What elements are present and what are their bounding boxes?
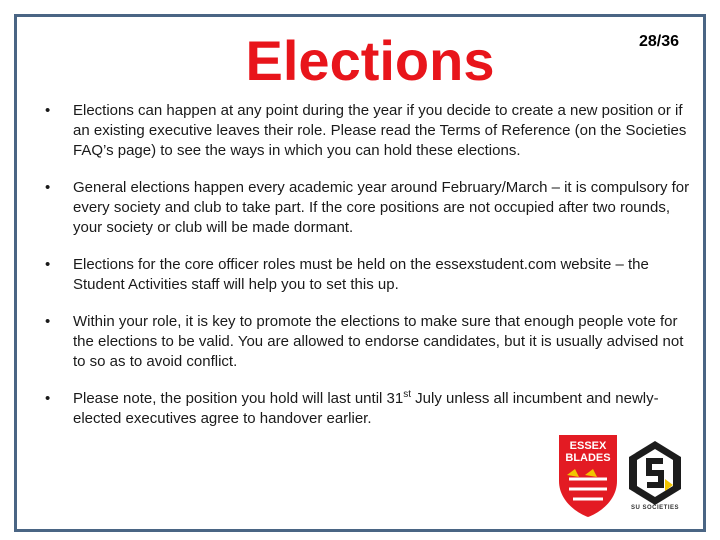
su-societies-label: SU SOCIETIES xyxy=(630,505,679,511)
bullet-text-start: Please note, the position you hold will last until 31 xyxy=(73,390,404,407)
slide-title: Elections xyxy=(245,29,495,92)
bullet-dot: • xyxy=(45,102,51,119)
bullet-item xyxy=(31,312,691,372)
bullet-item xyxy=(31,101,691,161)
slide xyxy=(14,14,706,532)
bullet-list xyxy=(31,101,691,446)
ordinal-suffix: st xyxy=(403,389,411,400)
blades-line1: ESSEX xyxy=(569,440,607,452)
bullet-dot: • xyxy=(45,390,51,407)
essex-blades-logo xyxy=(555,431,621,519)
bullet-text: General elections happen every academic year around February/March – it is compulsory for every society and club to take part. If the core positions are not occupied after two rounds, your society or club will be made dormant. xyxy=(73,179,690,236)
bullet-dot: • xyxy=(45,179,51,196)
bullet-text-end: July unless all incumbent and newly-elected executives agree to handover earlier. xyxy=(73,390,659,427)
bullet-text: Elections for the core officer roles must be held on the essexstudent.com website – the Student Activities staff will help you to set this up. xyxy=(73,256,649,293)
bullet-item xyxy=(31,255,691,295)
bullet-text: Elections can happen at any point during the year if you decide to create a new position or if an existing executive leaves their role. Please read the Terms of Reference (on the Societies FAQ’s page) to see the ways in which you can hold these elections. xyxy=(73,102,687,159)
bullet-dot: • xyxy=(45,313,51,330)
blades-line2: BLADES xyxy=(565,452,611,464)
bullet-text: Within your role, it is key to promote the elections to make sure that enough people vote for the elections to be valid. You are allowed to endorse candidates, but it is usually advised not to so as to avoid conflict. xyxy=(73,313,684,370)
bullet-item xyxy=(31,178,691,238)
logo-group xyxy=(555,431,695,521)
bullet-item xyxy=(31,389,691,429)
bullet-dot: • xyxy=(45,256,51,273)
page-number: 28/36 xyxy=(638,33,679,50)
